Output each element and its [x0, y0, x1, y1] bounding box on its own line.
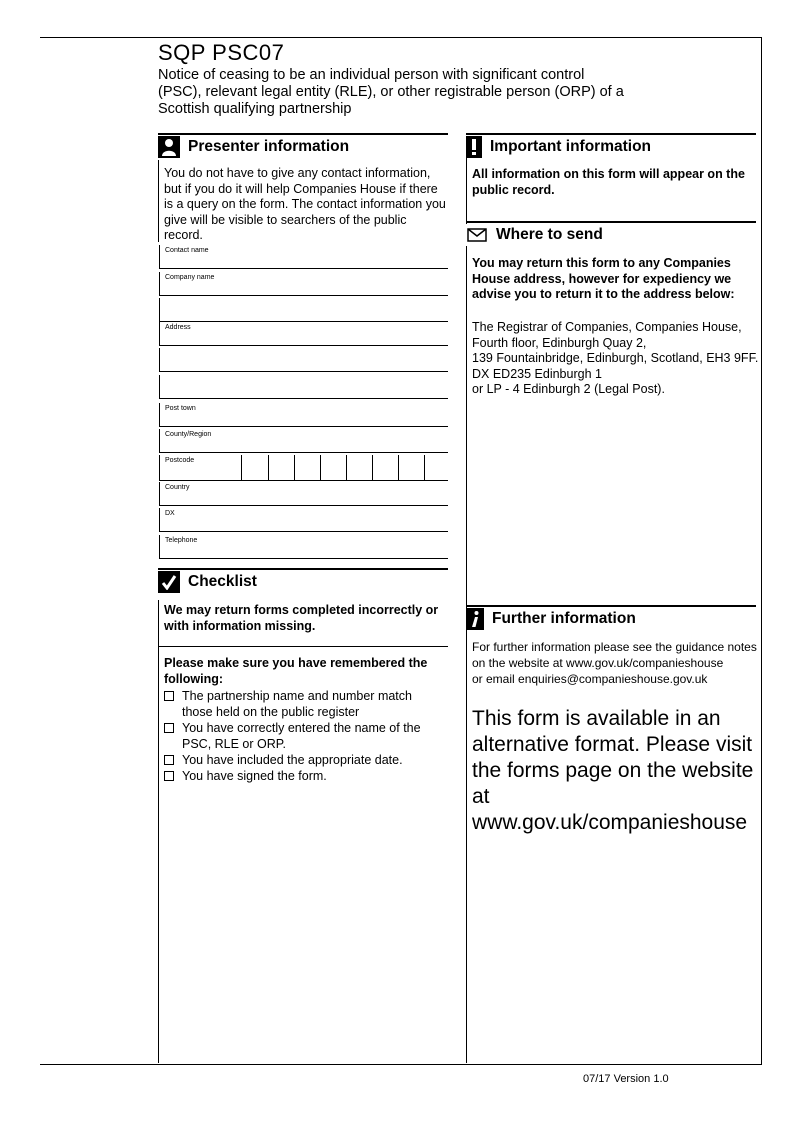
post-town-field[interactable] — [159, 403, 448, 427]
form-code: SQP PSC07 — [158, 40, 285, 65]
address-line: DX ED235 Edinburgh 1 — [472, 366, 602, 381]
address-line: Fourth floor, Edinburgh Quay 2, — [472, 335, 647, 350]
company-name-label: Company name — [165, 274, 215, 281]
checklist-item-text: You have signed the form. — [182, 769, 327, 783]
info-icon — [466, 608, 484, 630]
contact-name-label: Contact name — [165, 247, 209, 254]
where-to-send-title: Where to send — [496, 226, 603, 243]
version-label: 07/17 Version 1.0 — [583, 1073, 669, 1085]
left-column-border — [158, 600, 159, 1063]
address-line: or LP - 4 Edinburgh 2 (Legal Post). — [472, 382, 665, 396]
checklist-item[interactable] — [164, 720, 444, 752]
alternative-format-notice: This form is available in an alternative format. Please visit the forms page on the website at www.gov.uk/companieshouse — [472, 707, 754, 834]
important-title: Important information — [490, 138, 652, 155]
postcode-box[interactable] — [424, 455, 446, 481]
postcode-box[interactable] — [294, 455, 316, 481]
county-label: County/Region — [165, 431, 212, 438]
address-line: 139 Fountainbridge, Edinburgh, Scotland, EH3 9FF. — [472, 351, 759, 365]
company-name-field-line-2[interactable] — [159, 298, 448, 322]
county-field[interactable] — [159, 429, 448, 453]
postcode-box[interactable] — [320, 455, 342, 481]
where-to-send-section-header — [466, 221, 756, 245]
postcode-label: Postcode — [165, 457, 195, 464]
checklist-prompt: Please make sure you have remembered the following: — [164, 656, 428, 686]
important-section-header — [466, 133, 756, 157]
dx-label: DX — [165, 510, 175, 517]
further-line: For further information please see the guidance notes — [472, 640, 757, 654]
right-border — [761, 37, 762, 1065]
presenter-section-header — [158, 133, 448, 157]
bottom-rule — [40, 1064, 762, 1065]
further-line: or email enquiries@companieshouse.gov.uk — [472, 672, 708, 686]
registrar-address — [472, 320, 760, 398]
checklist-section-header — [158, 568, 448, 592]
further-title: Further information — [492, 610, 636, 627]
checklist-title: Checklist — [188, 573, 257, 590]
dx-field[interactable] — [159, 508, 448, 532]
checkbox[interactable] — [164, 755, 174, 765]
top-rule — [40, 37, 762, 38]
checklist-divider — [158, 646, 448, 647]
presenter-intro: You do not have to give any contact information, but if you do it will help Companies House if there is a query on the form. The contact information you give will be visible to searchers of the public record. — [164, 166, 446, 242]
tick-icon — [158, 571, 180, 593]
checklist-item-text: You have correctly entered the name of the PSC, RLE or ORP. — [182, 721, 421, 751]
further-line: on the website at www.gov.uk/companieshouse — [472, 656, 724, 670]
postcode-box[interactable] — [346, 455, 368, 481]
address-field-line-2[interactable] — [159, 348, 448, 372]
further-section-header — [466, 605, 756, 629]
checklist-warning: We may return forms completed incorrectly or with information missing. — [164, 603, 439, 633]
address-label: Address — [165, 324, 191, 331]
checklist-item[interactable] — [164, 768, 444, 784]
person-icon — [158, 136, 180, 158]
further-info-text — [472, 639, 760, 687]
address-field-line-3[interactable] — [159, 375, 448, 399]
country-label: Country — [165, 484, 190, 491]
post-town-label: Post town — [165, 405, 196, 412]
postcode-box[interactable] — [268, 455, 290, 481]
contact-name-field[interactable] — [159, 245, 448, 269]
telephone-field[interactable] — [159, 535, 448, 559]
form-description: Notice of ceasing to be an individual person with significant control (PSC), relevant legal entity (RLE), or other registrable person (ORP) of a Scottish qualifying partnership — [158, 67, 624, 117]
postcode-box[interactable] — [241, 455, 263, 481]
address-field[interactable] — [159, 322, 448, 346]
address-line: The Registrar of Companies, Companies House, — [472, 320, 742, 334]
checkbox[interactable] — [164, 691, 174, 701]
checkbox[interactable] — [164, 771, 174, 781]
checklist-item-text: The partnership name and number match those held on the public register — [182, 689, 412, 719]
postcode-box[interactable] — [372, 455, 394, 481]
presenter-title: Presenter information — [188, 138, 350, 155]
checklist-items — [164, 688, 444, 784]
telephone-label: Telephone — [165, 537, 198, 544]
checkbox[interactable] — [164, 723, 174, 733]
where-to-send-intro: You may return this form to any Companies House address, however for expediency we advise you to return it to the address below: — [472, 256, 735, 301]
important-text: All information on this form will appear on the public record. — [472, 167, 745, 197]
checklist-item-text: You have included the appropriate date. — [182, 753, 403, 767]
checklist-item[interactable] — [164, 752, 444, 768]
presenter-intro-border — [158, 160, 159, 242]
company-name-field[interactable] — [159, 272, 448, 296]
envelope-icon — [466, 224, 488, 246]
exclamation-icon — [466, 136, 482, 158]
country-field[interactable] — [159, 482, 448, 506]
right-column-border — [466, 136, 467, 1063]
checklist-item[interactable] — [164, 688, 444, 720]
postcode-box[interactable] — [398, 455, 420, 481]
